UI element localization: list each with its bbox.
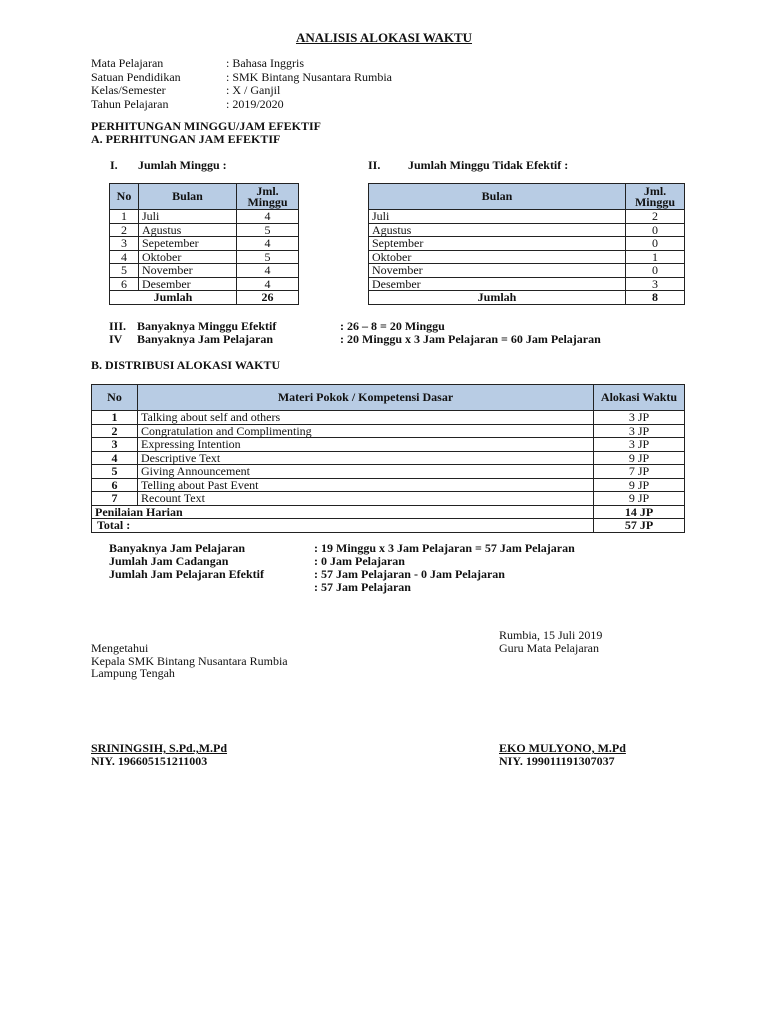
signature-right-name: EKO MULYONO, M.Pd NIY. 199011191307037 bbox=[499, 741, 626, 768]
table-row: 1 Juli 4 bbox=[110, 210, 299, 224]
section-heading-b: B. DISTRIBUSI ALOKASI WAKTU bbox=[91, 358, 281, 372]
table-row: September 0 bbox=[369, 237, 685, 251]
table-row: 2 Congratulation and Complimenting 3 JP bbox=[92, 424, 685, 438]
col-header-alokasi: Alokasi Waktu bbox=[594, 385, 685, 411]
table2-heading: II. Jumlah Minggu Tidak Efektif : bbox=[368, 158, 569, 172]
info-block bbox=[91, 57, 392, 111]
calc-block-1 bbox=[109, 320, 601, 346]
section-heading-main: PERHITUNGAN MINGGU/JAM EFEKTIF bbox=[91, 119, 322, 133]
total-row: Jumlah 26 bbox=[110, 291, 299, 305]
info-row: Satuan Pendidikan : SMK Bintang Nusantara Rumbia bbox=[91, 69, 392, 84]
table-row: Desember 3 bbox=[369, 277, 685, 291]
table-row: November 0 bbox=[369, 264, 685, 278]
calc-row: IV Banyaknya Jam Pelajaran : 20 Minggu x 3 Jam Pelajaran = 60 Jam Pelajaran bbox=[109, 332, 601, 346]
signature-left-name: SRININGSIH, S.Pd.,M.Pd NIY. 196605151211003 bbox=[91, 741, 228, 768]
col-header-bulan: Bulan bbox=[139, 184, 237, 210]
table-row: 6 Desember 4 bbox=[110, 277, 299, 291]
penilaian-row: Penilaian Harian 14 JP bbox=[92, 505, 685, 519]
calc-block-2 bbox=[109, 542, 575, 594]
table-row: 4 Descriptive Text 9 JP bbox=[92, 451, 685, 465]
col-header-materi: Materi Pokok / Kompetensi Dasar bbox=[138, 385, 594, 411]
calc-row: Jumlah Jam Pelajaran Efektif : 57 Jam Pelajaran - 0 Jam Pelajaran bbox=[109, 567, 505, 581]
table-row: 1 Talking about self and others 3 JP bbox=[92, 411, 685, 425]
signature-right: Rumbia, 15 Juli 2019 Guru Mata Pelajaran bbox=[499, 628, 603, 655]
table-row: 5 November 4 bbox=[110, 264, 299, 278]
signature-left: Mengetahui Kepala SMK Bintang Nusantara Rumbia Lampung Tengah bbox=[91, 641, 288, 680]
col-header-jml: Jml. Minggu bbox=[237, 184, 299, 210]
table1-heading: I. Jumlah Minggu : bbox=[110, 158, 227, 172]
table-row: 6 Telling about Past Event 9 JP bbox=[92, 478, 685, 492]
col-header-no: No bbox=[110, 184, 139, 210]
table-distribusi bbox=[91, 384, 685, 533]
info-row: Tahun Pelajaran : 2019/2020 bbox=[91, 96, 284, 111]
table-row: Oktober 1 bbox=[369, 250, 685, 264]
col-header-bulan: Bulan bbox=[369, 184, 626, 210]
table-row: 3 Expressing Intention 3 JP bbox=[92, 438, 685, 452]
table-minggu-tidak-efektif bbox=[368, 183, 685, 305]
total-row: Jumlah 8 bbox=[369, 291, 685, 305]
calc-row: III. Banyaknya Minggu Efektif : 26 – 8 = 20 Minggu bbox=[109, 319, 445, 333]
document-title: ANALISIS ALOKASI WAKTU bbox=[295, 30, 473, 45]
calc-row: Jumlah Jam Cadangan : 0 Jam Pelajaran bbox=[109, 554, 405, 568]
calc-row: Banyaknya Jam Pelajaran : 19 Minggu x 3 Jam Pelajaran = 57 Jam Pelajaran bbox=[109, 541, 575, 555]
col-header-no: No bbox=[92, 385, 138, 411]
total-row: Total : 57 JP bbox=[92, 519, 685, 533]
table-row: 2 Agustus 5 bbox=[110, 223, 299, 237]
table-row: 7 Recount Text 9 JP bbox=[92, 492, 685, 506]
table-jumlah-minggu bbox=[109, 183, 299, 305]
section-heading-a: A. PERHITUNGAN JAM EFEKTIF bbox=[91, 132, 281, 146]
table-row: 5 Giving Announcement 7 JP bbox=[92, 465, 685, 479]
table-row: Agustus 0 bbox=[369, 223, 685, 237]
table-row: 3 Sepetember 4 bbox=[110, 237, 299, 251]
calc-row: : 57 Jam Pelajaran bbox=[314, 580, 411, 594]
table-row: 4 Oktober 5 bbox=[110, 250, 299, 264]
info-row: Mata Pelajaran : Bahasa Inggris bbox=[91, 56, 304, 70]
table-row: Juli 2 bbox=[369, 210, 685, 224]
col-header-jml: Jml. Minggu bbox=[626, 184, 685, 210]
info-row: Kelas/Semester : X / Ganjil bbox=[91, 83, 281, 97]
